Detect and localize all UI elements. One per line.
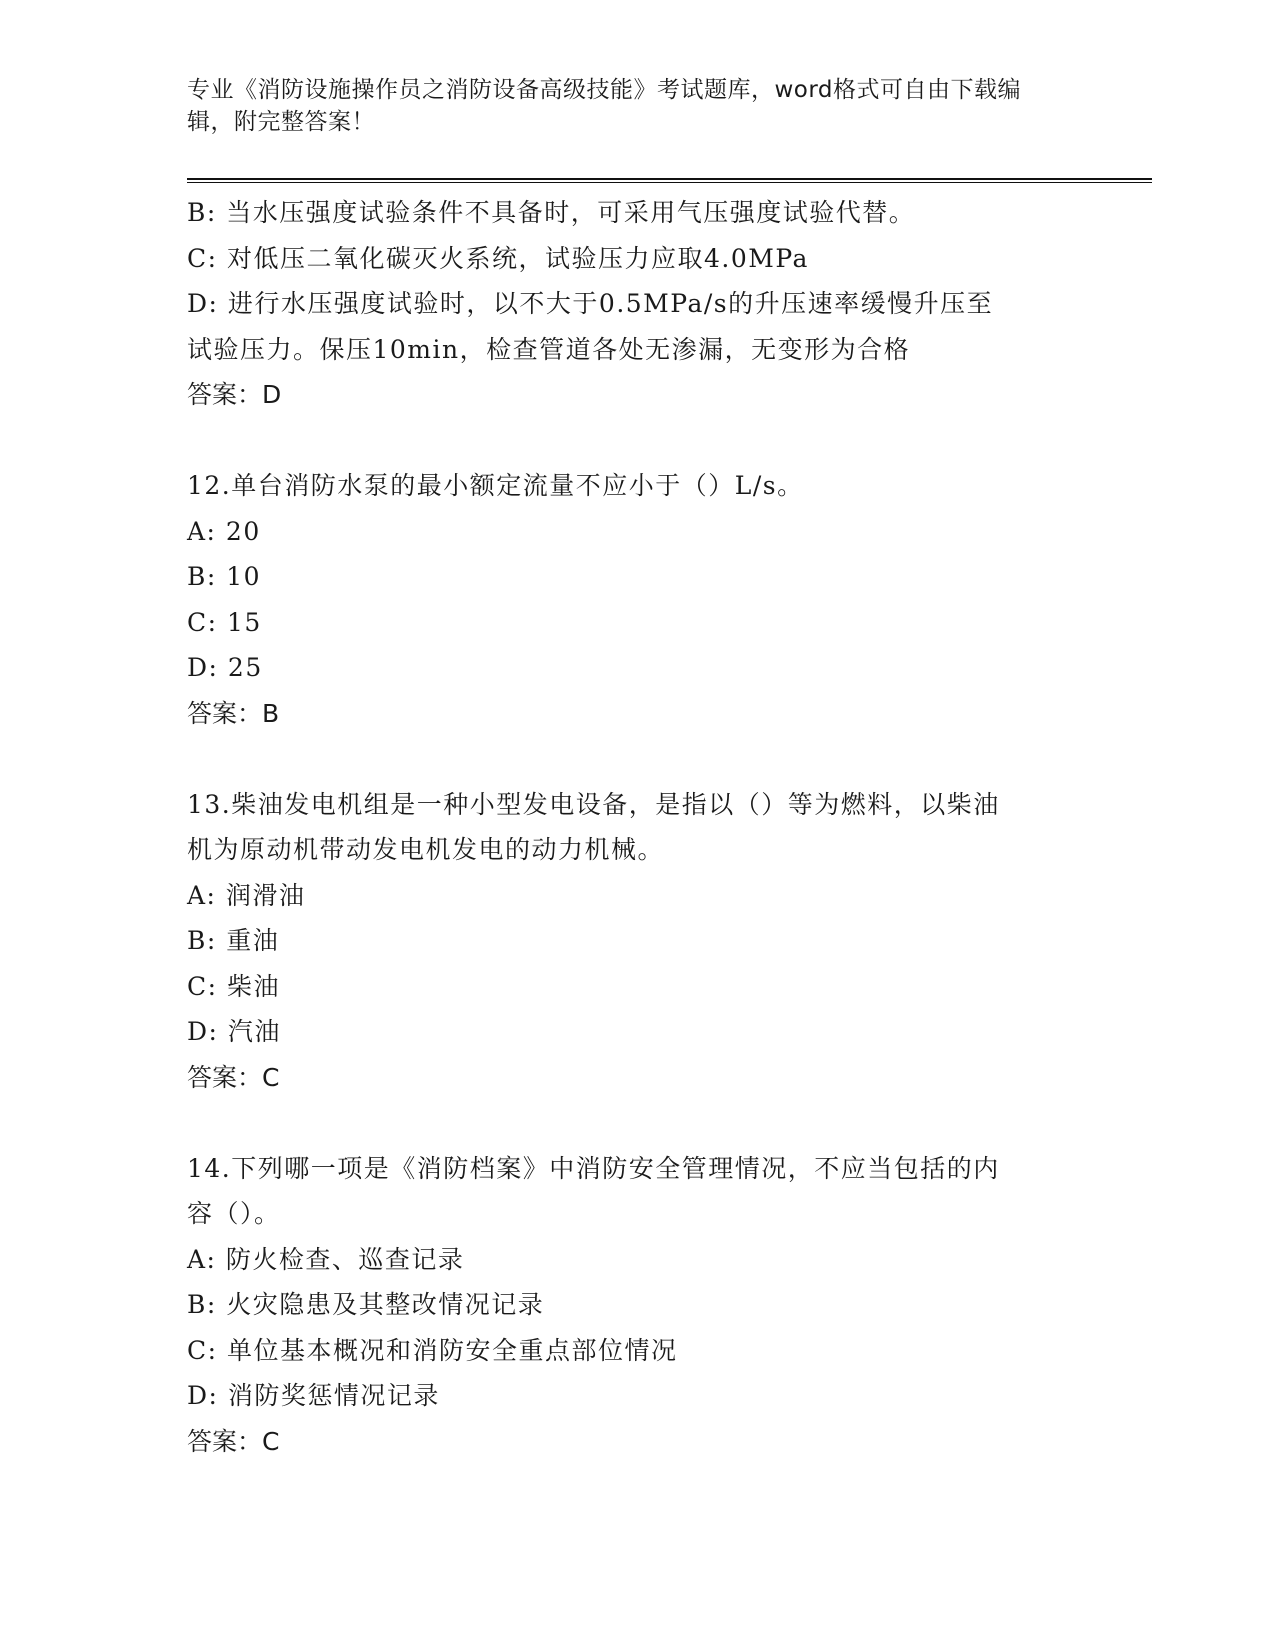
- question-14: [187, 1146, 1087, 1465]
- option-c: C: 单位基本概况和消防安全重点部位情况: [187, 1335, 678, 1365]
- header-line-1: 专业《消防设施操作员之消防设备高级技能》考试题库，word格式可自由下载编: [187, 77, 1022, 103]
- option-d: D: 汽油: [187, 1017, 281, 1046]
- option-a: A: 20: [187, 516, 261, 546]
- answer-line: 答案：D: [187, 380, 282, 409]
- question-11-tail: [187, 190, 1087, 418]
- option-d-line-2: 试验压力。保压10min，检查管道各处无渗漏，无变形为合格: [187, 334, 911, 364]
- answer-line: 答案：C: [187, 1426, 280, 1456]
- option-b: B: 火灾隐患及其整改情况记录: [187, 1290, 545, 1319]
- question-gap: [187, 736, 1087, 782]
- option-a: A: 润滑油: [187, 880, 306, 910]
- header-line-2: 辑，附完整答案！: [187, 109, 375, 135]
- option-c: C: 对低压二氧化碳灭火系统，试验压力应取4.0MPa: [187, 243, 809, 273]
- option-d: D: 消防奖惩情况记录: [187, 1381, 440, 1410]
- option-b: B: 10: [187, 562, 262, 591]
- option-b: B: 当水压强度试验条件不具备时，可采用气压强度试验代替。: [187, 198, 916, 227]
- question-stem: 12.单台消防水泵的最小额定流量不应小于（）L/s。: [187, 471, 804, 500]
- question-stem-line-1: 14.下列哪一项是《消防档案》中消防安全管理情况，不应当包括的内: [187, 1153, 1000, 1183]
- question-stem-line-2: 机为原动机带动发电机发电的动力机械。: [187, 835, 665, 864]
- question-gap: [187, 418, 1087, 464]
- question-gap: [187, 1100, 1087, 1146]
- header-divider: [187, 178, 1152, 183]
- question-12: [187, 463, 1087, 736]
- question-stem-line-2: 容（）。: [187, 1199, 281, 1228]
- option-c: C: 柴油: [187, 971, 280, 1001]
- answer-line: 答案：C: [187, 1062, 280, 1092]
- question-list: [187, 190, 1087, 1464]
- option-a: A: 防火检查、巡查记录: [187, 1244, 465, 1274]
- document-header: [187, 74, 1087, 138]
- option-d: D: 25: [187, 653, 263, 682]
- option-b: B: 重油: [187, 926, 280, 955]
- question-stem-line-1: 13.柴油发电机组是一种小型发电设备，是指以（）等为燃料，以柴油: [187, 789, 1000, 819]
- option-d-line-1: D: 进行水压强度试验时，以不大于0.5MPa/s的升压速率缓慢升压至: [187, 289, 994, 318]
- question-13: [187, 782, 1087, 1101]
- option-c: C: 15: [187, 607, 262, 637]
- answer-line: 答案：B: [187, 698, 280, 728]
